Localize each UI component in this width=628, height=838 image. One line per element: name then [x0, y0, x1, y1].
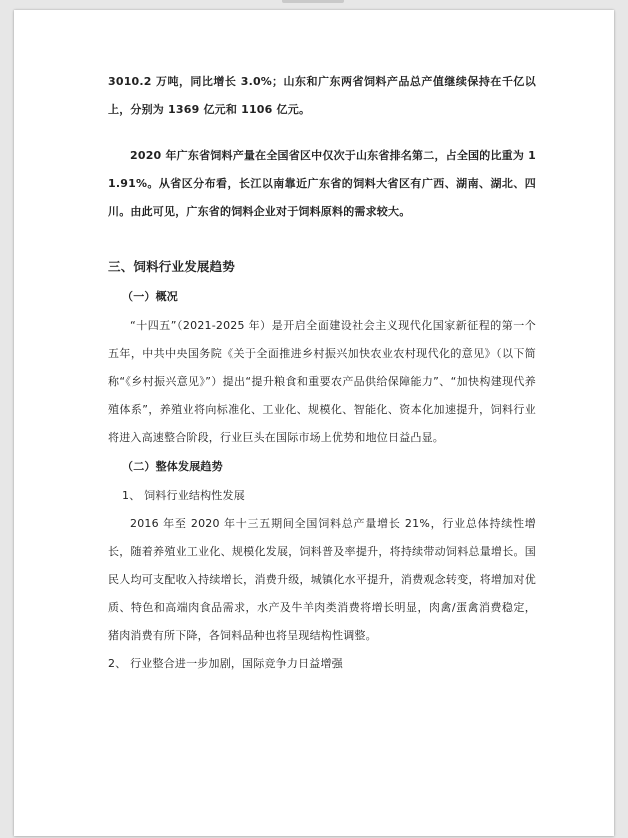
paragraph-production-summary: 3010.2 万吨，同比增长 3.0%；山东和广东两省饲料产品总产值继续保持在千亿以上，分别为 1369 亿元和 1106 亿元。 — [108, 75, 536, 116]
list-item-industry-consolidation: 2、 行业整合进一步加剧，国际竞争力日益增强 — [108, 657, 343, 670]
list-item-structural-development: 1、 饲料行业结构性发展 — [122, 489, 245, 502]
paragraph-guangdong-ranking: 2020 年广东省饲料产量在全国省区中仅次于山东省排名第二，占全国的比重为 11.91%。从省区分布看，长江以南靠近广东省的饲料大省区有广西、湖南、湖北、四川。由此可见，广东省的饲料企业对于饲料原料的需求较大。 — [108, 149, 536, 218]
subsection-heading-overview: （一）概况 — [122, 290, 178, 303]
subsection-heading-overall-trend: （二）整体发展趋势 — [122, 460, 223, 473]
document-content — [108, 68, 536, 678]
document-page — [14, 10, 614, 836]
top-scroll-tab — [282, 0, 344, 3]
paragraph-overview: “十四五”（2021-2025 年）是开启全面建设社会主义现代化国家新征程的第一个五年，中共中央国务院《关于全面推进乡村振兴加快农业农村现代化的意见》（以下简称“《乡村振兴意见》”）提出“提升粮食和重要农产品供给保障能力”、“加快构建现代养殖体系”，养殖业将向标准化、工业化、规模化、智能化、资本化加速提升，饲料行业将进入高速整合阶段，行业巨头在国际市场上优势和地位日益凸显。 — [108, 319, 536, 444]
section-heading-trends: 三、饲料行业发展趋势 — [108, 259, 236, 274]
paragraph-structural-development: 2016 年至 2020 年十三五期间全国饲料总产量增长 21%，行业总体持续性增长，随着养殖业工业化、规模化发展，饲料普及率提升，将持续带动饲料总量增长。国民人均可支配收入持续增长，消费升级，城镇化水平提升，消费观念转变，将增加对优质、特色和高端肉食品需求，水产及牛羊肉类消费将增长明显，肉禽/蛋禽消费稳定，猪肉消费有所下降，各饲料品种也将呈现结构性调整。 — [108, 517, 536, 642]
